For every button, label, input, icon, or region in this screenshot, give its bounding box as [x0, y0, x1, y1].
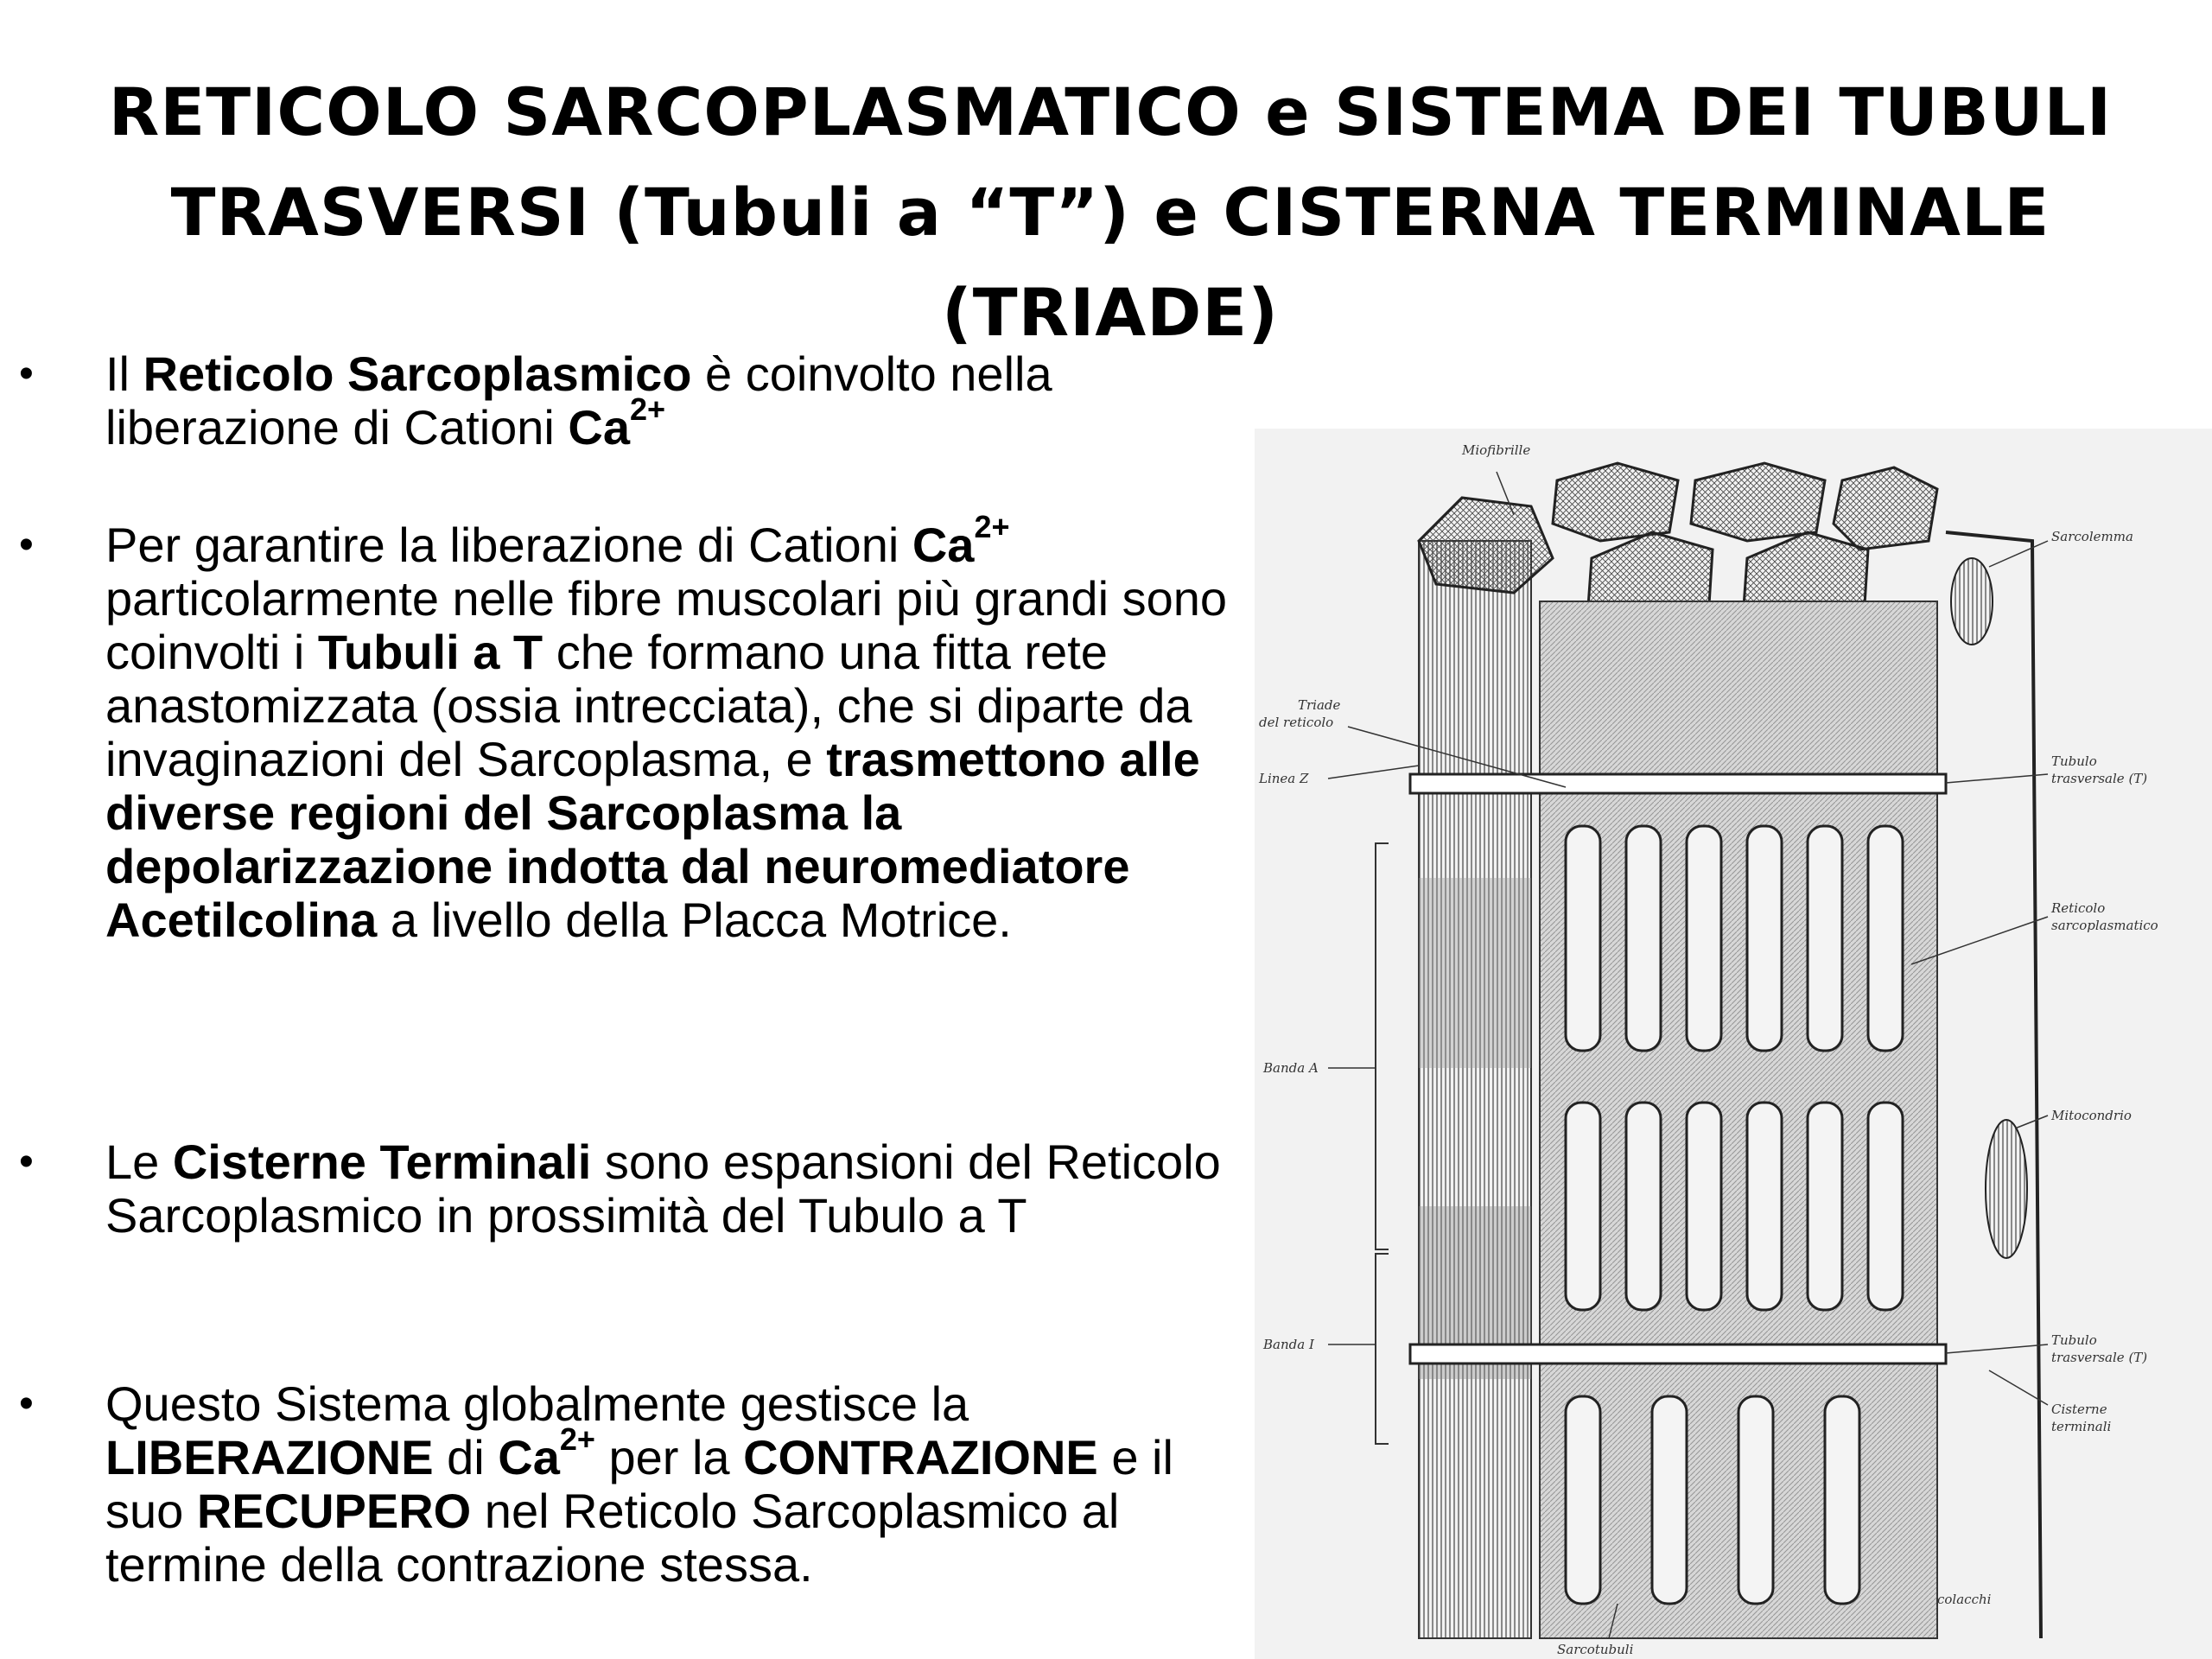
mitochondrion	[1986, 1120, 2027, 1258]
label-triade-2: del reticolo	[1259, 715, 1334, 730]
bullet-marker: •	[19, 522, 34, 568]
bullet-text: Il Reticolo Sarcoplasmico è coinvolto nella liberazione di Cationi $Ca^{2+}$	[105, 346, 1052, 454]
label-mitocondrio: Mitocondrio	[2051, 1108, 2132, 1123]
bullet-text: Le Cisterne Terminali sono espansioni del Reticolo Sarcoplasmico in prossimità del Tubulo a T	[105, 1135, 1221, 1243]
bullet-text: Per garantire la liberazione di Cationi $Ca^{2+}$ particolarmente nelle fibre muscolari più grandi sono coinvolti i Tubuli a T che formano una fitta rete anastomizzata (ossia intrecciata), che si diparte da invaginazioni del Sarcoplasma, e trasmettono alle diverse regioni del Sarcoplasma la depolarizzazione indotta dal neuromediatore Acetilcolina a livello della Placca Motrice.	[105, 509, 1228, 947]
label-reticolo: Reticolo	[2051, 900, 2106, 916]
bullet-text: Questo Sistema globalmente gestisce la LIBERAZIONE di $Ca^{2+}$ per la CONTRAZIONE e il suo RECUPERO nel Reticolo Sarcoplasmico al termine della contrazione stessa.	[105, 1376, 1173, 1592]
label-cisterne: Cisterne	[2051, 1402, 2107, 1417]
label-sarcotubuli: Sarcotubuli	[1557, 1642, 1634, 1657]
bullet-marker: •	[19, 1381, 34, 1427]
label-miofibrille: Miofibrille	[1462, 442, 1531, 458]
myofibril-column	[1419, 541, 1531, 1638]
mitochondrion	[1951, 558, 1993, 645]
t-tubule-upper	[1410, 774, 1946, 793]
label-linea-z: Linea Z	[1259, 771, 1309, 786]
label-sarcolemma: Sarcolemma	[2051, 529, 2133, 544]
label-banda-a: Banda A	[1263, 1060, 1319, 1076]
bullet-marker: •	[19, 1139, 34, 1185]
label-tubulo-2b: trasversale (T)	[2051, 1350, 2148, 1365]
t-tubule-lower	[1410, 1344, 1946, 1363]
muscle-fiber-illustration	[1255, 429, 2212, 1659]
label-cisterne-2: terminali	[2051, 1419, 2112, 1434]
label-tubulo-1b: trasversale (T)	[2051, 771, 2148, 786]
label-triade: Triade	[1298, 697, 1341, 713]
label-tubulo-2: Tubulo	[2051, 1332, 2097, 1348]
slide-title: RETICOLO SARCOPLASMATICO e SISTEMA DEI TUBULI TRASVERSI (Tubuli a “T”) e CISTERNA TERMINALE (TRIADE)	[108, 73, 2113, 351]
sarcolemma	[1946, 532, 2041, 1638]
label-tubulo-1: Tubulo	[2051, 753, 2097, 769]
bullet-marker: •	[19, 351, 34, 397]
label-banda-i: Banda I	[1263, 1337, 1314, 1352]
label-reticolo-2: sarcoplasmatico	[2051, 918, 2158, 933]
artist-signature: colacchi	[1937, 1592, 1992, 1607]
muscle-fiber-diagram	[1255, 429, 2212, 1659]
